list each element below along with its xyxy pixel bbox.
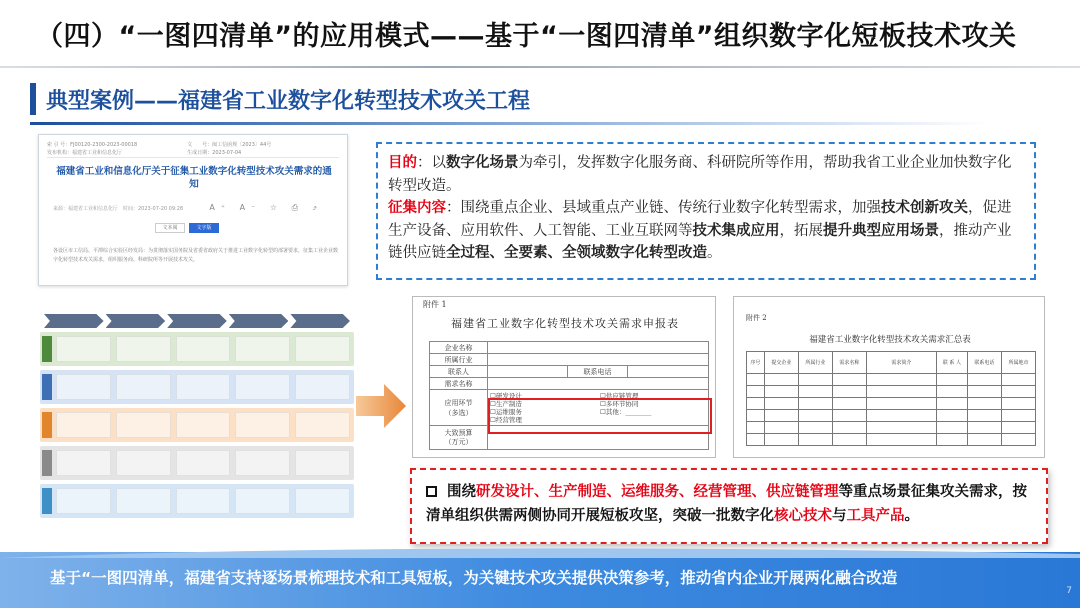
bullet-square-icon <box>426 486 437 497</box>
form1-title: 福建省工业数字化转型技术攻关需求申报表 <box>451 317 679 330</box>
option-mgmt: ☐经营管理 <box>490 415 522 424</box>
callout-text-4: 。 <box>904 508 919 524</box>
form1-cell: 联系人 <box>430 366 488 378</box>
notice-meta-publisher: 发布机构：福建省工业和信息化厅 <box>47 150 123 156</box>
notice-body: 各设区市工信局、平潭综合实验区经发局：为贯彻落实国务院及省委省政府关于推进工业数字化转型的部署要求，征集工业企业数字化转型技术攻关需求，组织服务商、科研院所等开展技术攻关。 <box>53 248 339 263</box>
option-multi: ☐多环节协同 <box>600 399 639 408</box>
row-tag <box>42 374 52 400</box>
title-divider <box>0 66 1080 68</box>
row-cells <box>56 374 350 400</box>
form1-attachment-label: 附件 1 <box>423 300 447 309</box>
callout-scenes: 研发设计、生产制造、运维服务、经营管理、供应链管理 <box>476 484 839 500</box>
form1-budget-label: 大致预算 <box>444 428 473 437</box>
right-arrow-icon <box>356 384 406 428</box>
section-marker <box>30 83 36 115</box>
content-bold-integration: 技术集成应用 <box>692 222 780 239</box>
form2-header: 需求名称 <box>832 352 866 374</box>
content-text-b: ，促进生产设备、应用软件、人工智能、工业互联网等 <box>388 200 1012 239</box>
summary-form-image <box>733 296 1045 458</box>
form1-cell: 需求名称 <box>430 378 488 390</box>
callout-core-tech: 核心技术 <box>774 508 832 524</box>
notice-source: 来源：福建省工业和信息化厅 时间：2023-07-20 09:28 <box>53 206 184 212</box>
form2-header: 所属行业 <box>798 352 832 374</box>
row-tag <box>42 488 52 514</box>
form1-cell <box>430 390 488 426</box>
option-ops: ☐运维服务 <box>490 407 522 416</box>
goal-text-a: ：以 <box>417 155 446 171</box>
content-text-a: ：围绕重点企业、县域重点产业链、传统行业数字化转型需求，加强 <box>446 200 881 216</box>
banner-text: 基于“一图四清单，福建省支持逐场景梳理技术和工具短板，为关键技术攻关提供决策参考，推动省内企业开展两化融合改造 <box>50 569 898 587</box>
notice-meta-date: 生成日期：2023-07-04 <box>187 150 242 156</box>
form2-title: 福建省工业数字化转型技术攻关需求汇总表 <box>809 335 971 345</box>
row-tag <box>42 450 52 476</box>
notice-text-button: 文字版 <box>189 223 219 233</box>
form2-header: 联系电话 <box>967 352 1001 374</box>
scenario-row-gray <box>40 446 354 480</box>
callout-text-3: 与 <box>832 508 847 524</box>
summary-banner <box>0 552 1080 608</box>
form1-cell: 联系电话 <box>568 366 628 378</box>
notice-title: 福建省工业和信息化厅关于征集工业数字化转型技术攻关需求的通知 <box>56 166 332 190</box>
callout-text-1: 围绕 <box>447 484 476 500</box>
form1-cell <box>488 342 709 354</box>
scenario-map-header <box>44 314 350 328</box>
key-point-callout <box>410 468 1048 544</box>
notice-meta-index: 索 引 号：FJ00120-2300-2023-00018 <box>47 142 138 148</box>
form2-header: 需求简介 <box>866 352 936 374</box>
content-label: 征集内容 <box>388 200 446 216</box>
scenario-map-image <box>40 314 354 546</box>
goal-bold-scene: 数字化场景 <box>446 155 519 171</box>
banner-wave <box>0 546 1080 558</box>
callout-text-2: 等重点场景征集攻关需求，按清单组织供需两侧协同开展短板攻坚，突破一批数字化 <box>426 484 1027 524</box>
form2-header: 所属地市 <box>1001 352 1035 374</box>
notice-meta-number: 文 号：闽工信函规〔2023〕44号 <box>187 142 272 148</box>
form1-stage-label: 应用环节 <box>444 398 473 407</box>
option-rd: ☐研发设计 <box>490 391 522 400</box>
form1-stage-note: （多选） <box>444 408 473 417</box>
goal-label: 目的 <box>388 155 417 171</box>
slide-title: （四）“一图四清单”的应用模式——基于“一图四清单”组织数字化短板技术攻关 <box>36 21 1017 52</box>
form2-header: 序号 <box>747 352 765 374</box>
form1-highlight-box <box>488 398 712 434</box>
notice-document-image <box>38 134 348 286</box>
row-cells <box>56 412 350 438</box>
content-text-c: ，拓展 <box>779 222 823 239</box>
callout-tool-products: 工具产品 <box>846 508 905 524</box>
form1-cell <box>430 426 488 450</box>
option-other: ☐其他：________ <box>600 407 652 416</box>
row-cells <box>56 450 350 476</box>
form1-cell: 所属行业 <box>430 354 488 366</box>
row-cells <box>56 336 350 362</box>
content-text-e: 。 <box>707 245 722 261</box>
form2-table <box>746 351 1036 446</box>
page-number: 7 <box>1066 586 1072 596</box>
option-supply: ☐供应链管理 <box>600 391 639 400</box>
form2-attachment-label: 附件 2 <box>746 314 767 322</box>
form1-cell <box>488 378 709 390</box>
application-form-image <box>412 296 716 458</box>
scenario-row-orange <box>40 408 354 442</box>
goal-text-b: 为牵引，发挥数字化服务商、科研院所等作用，帮助我省工业企业加快数字化转型改造。 <box>388 155 1012 194</box>
content-bold-innovation: 技术创新攻关 <box>881 200 968 216</box>
form1-budget-unit: （万元） <box>444 437 473 446</box>
section-title: 典型案例——福建省工业数字化转型技术攻关工程 <box>46 88 531 114</box>
form2-header: 提交企业 <box>764 352 798 374</box>
section-underline <box>30 122 990 125</box>
objective-box <box>376 142 1036 280</box>
form2-header: 联 系 人 <box>936 352 967 374</box>
scenario-row-lightblue <box>40 484 354 518</box>
option-production: ☐生产制造 <box>490 399 522 408</box>
notice-meta <box>47 141 339 157</box>
row-cells <box>56 488 350 514</box>
scenario-row-blue <box>40 370 354 404</box>
notice-toolbar-icons: A⁺ A⁻ ☆ ⎙ ⤴ <box>209 203 323 212</box>
notice-divider <box>47 157 339 158</box>
scenario-row-green <box>40 332 354 366</box>
form1-cell: 企业名称 <box>430 342 488 354</box>
notice-buttons <box>155 223 219 233</box>
section-header <box>30 78 590 120</box>
content-bold-scenario: 提升典型应用场景 <box>823 222 939 239</box>
content-bold-transform: 全过程、全要素、全领域数字化转型改造 <box>446 245 707 261</box>
content-text-d: ，推动产业链供应链 <box>388 222 1012 261</box>
form1-cell <box>628 366 709 378</box>
form1-cell <box>488 366 568 378</box>
form1-cell <box>488 354 709 366</box>
row-tag <box>42 336 52 362</box>
row-tag <box>42 412 52 438</box>
notice-read-button: 文本阅 <box>155 223 185 233</box>
